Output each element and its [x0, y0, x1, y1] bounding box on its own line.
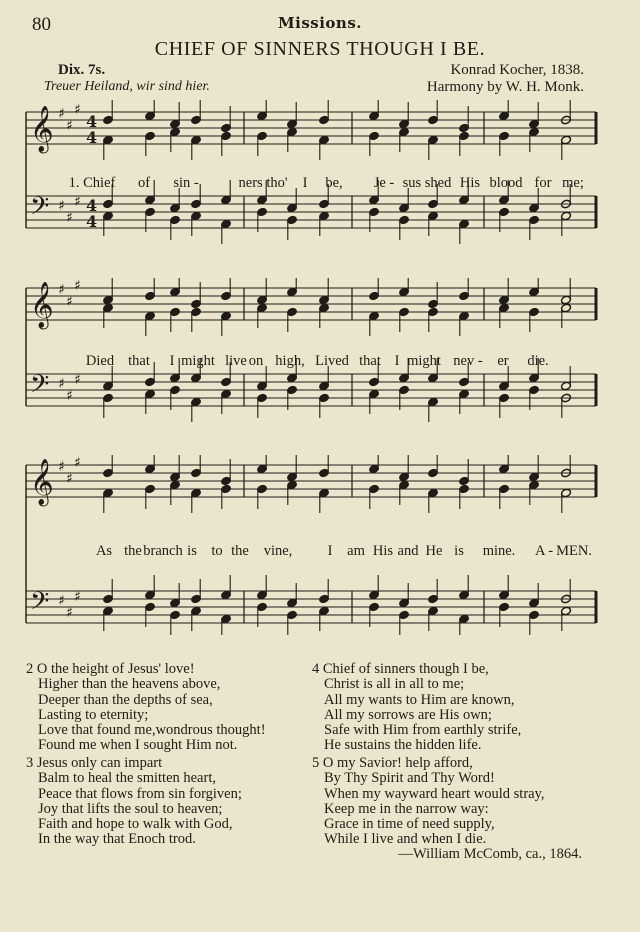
lyric-syllable: His: [459, 175, 481, 191]
harmony-credit: Harmony by W. H. Monk.: [426, 79, 584, 95]
lyric-syllable: I: [169, 353, 175, 369]
sharp-icon: ♯: [66, 471, 73, 487]
composer-credit: Konrad Kocher, 1838.: [450, 62, 584, 78]
time-signature: 4: [86, 212, 98, 231]
lyric-syllable: live: [225, 353, 247, 369]
treble-clef-icon: 𝄞: [30, 459, 54, 505]
verse-4: [312, 662, 521, 754]
sharp-icon: ♯: [66, 388, 73, 404]
verse-line: Keep me in the narrow way:: [324, 800, 489, 817]
lyric-syllable: I: [302, 175, 308, 191]
verse-3: [26, 756, 242, 848]
sharp-icon: ♯: [74, 102, 81, 118]
treble-clef-icon: 𝄞: [30, 282, 54, 328]
lyric-syllable: high,: [275, 353, 305, 369]
bass-clef-icon: 𝄢: [30, 370, 50, 405]
verse-line: While I live and when I die.: [324, 831, 487, 848]
sharp-icon: ♯: [58, 198, 65, 214]
lyric-syllable: sin -: [173, 175, 199, 191]
lyric-syllable: that: [128, 353, 150, 369]
lyric-syllable: is: [454, 543, 464, 559]
verse-line: 3 Jesus only can impart: [26, 755, 163, 771]
lyric-syllable: sus shed: [402, 175, 452, 191]
verse-line: 5 O my Savior! help afford,: [312, 755, 473, 771]
sharp-icon: ♯: [74, 589, 81, 605]
lyric-syllable: to: [211, 543, 223, 559]
lyric-syllable: nev -: [453, 353, 483, 369]
lyric-syllable: the: [231, 543, 249, 559]
treble-clef-icon: 𝄞: [30, 106, 54, 152]
lyric-syllable: vine,: [263, 543, 293, 559]
lyric-syllable: er: [497, 353, 509, 369]
lyric-syllable: might: [407, 353, 441, 369]
sharp-icon: ♯: [74, 278, 81, 294]
verse-line: Safe with Him from earthly strife,: [324, 722, 522, 739]
lyric-syllable: might: [181, 353, 215, 369]
verse-line: All my wants to Him are known,: [324, 691, 515, 708]
verse-line: Deeper than the depths of sea,: [38, 691, 213, 708]
lyric-syllable: of: [137, 175, 151, 191]
lyric-syllable: be,: [325, 175, 343, 191]
verse-line: Lasting to eternity;: [38, 706, 149, 723]
lyric-syllable: ners tho': [238, 175, 288, 191]
verse-5: [312, 756, 545, 848]
verse-line: When my wayward heart would stray,: [324, 785, 545, 802]
time-signature: 4: [86, 128, 98, 147]
lyric-syllable: die.: [527, 353, 549, 369]
sharp-icon: ♯: [74, 194, 81, 210]
sharp-icon: ♯: [58, 459, 65, 475]
lyric-syllable: the: [124, 543, 142, 559]
lyric-syllable: A -: [534, 543, 554, 559]
verse-line: He sustains the hidden life.: [324, 737, 482, 754]
tune-name: Dix. 7s.: [58, 62, 106, 78]
lyric-syllable: and: [397, 543, 419, 559]
lyric-syllable: His: [372, 543, 394, 559]
hymn-title: CHIEF OF SINNERS THOUGH I BE.: [154, 38, 486, 60]
verse-line: Grace in time of need supply,: [324, 816, 495, 833]
time-signature: 4: [86, 196, 98, 215]
verse-line: 4 Chief of sinners though I be,: [312, 661, 489, 677]
lyric-syllable: on: [248, 353, 264, 369]
lyric-syllable: for: [534, 175, 552, 191]
lyric-syllable: Lived: [315, 353, 349, 369]
time-signature: 4: [86, 112, 98, 131]
lyric-syllable: Je -: [373, 175, 395, 191]
verse-line: Higher than the heavens above,: [38, 676, 221, 693]
lyric-syllable: 1. Chief: [68, 175, 116, 191]
sharp-icon: ♯: [58, 593, 65, 609]
lyric-syllable: me;: [562, 175, 584, 191]
tune-origin: Treuer Heiland, wir sind hier.: [44, 79, 210, 94]
lyric-syllable: mine.: [482, 543, 516, 559]
sharp-icon: ♯: [66, 210, 73, 226]
lyric-syllable: As: [95, 543, 113, 559]
verse-line: All my sorrows are His own;: [324, 706, 492, 723]
lyric-syllable: I: [327, 543, 333, 559]
bass-clef-icon: 𝄢: [30, 587, 50, 622]
verse-line: Faith and hope to walk with God,: [38, 816, 233, 833]
verse-line: Christ is all in all to me;: [324, 676, 465, 693]
verse-line: Joy that lifts the soul to heaven;: [38, 800, 223, 817]
lyric-syllable: He: [425, 543, 443, 559]
lyric-syllable: I: [394, 353, 400, 369]
verse-line: Peace that flows from sin forgiven;: [38, 785, 242, 802]
lyric-syllable: that: [359, 353, 381, 369]
lyric-syllable: am: [347, 543, 365, 559]
lyric-syllable: branch: [143, 543, 183, 559]
lyric-syllable: Died: [85, 353, 115, 369]
lyric-syllable: is: [187, 543, 197, 559]
verse-line: 2 O the height of Jesus' love!: [26, 661, 195, 677]
sharp-icon: ♯: [66, 605, 73, 621]
verse-line: Love that found me,wondrous thought!: [38, 722, 266, 739]
verse-line: In the way that Enoch trod.: [38, 831, 196, 848]
sharp-icon: ♯: [66, 294, 73, 310]
sharp-icon: ♯: [58, 282, 65, 298]
page-number: 80: [32, 14, 51, 35]
verse-line: Balm to heal the smitten heart,: [38, 770, 216, 787]
sharp-icon: ♯: [66, 118, 73, 134]
sharp-icon: ♯: [74, 372, 81, 388]
sharp-icon: ♯: [74, 455, 81, 471]
verse-2: [26, 662, 266, 754]
section-header: Missions.: [278, 14, 362, 32]
bass-clef-icon: 𝄢: [30, 192, 50, 227]
verse-line: By Thy Spirit and Thy Word!: [324, 770, 495, 787]
hymn-author: —William McComb, ca., 1864.: [398, 846, 582, 862]
lyric-syllable: blood: [489, 175, 523, 191]
sharp-icon: ♯: [58, 106, 65, 122]
verse-line: Found me when I sought Him not.: [38, 737, 238, 754]
sharp-icon: ♯: [58, 376, 65, 392]
lyric-syllable: MEN.: [556, 543, 592, 559]
